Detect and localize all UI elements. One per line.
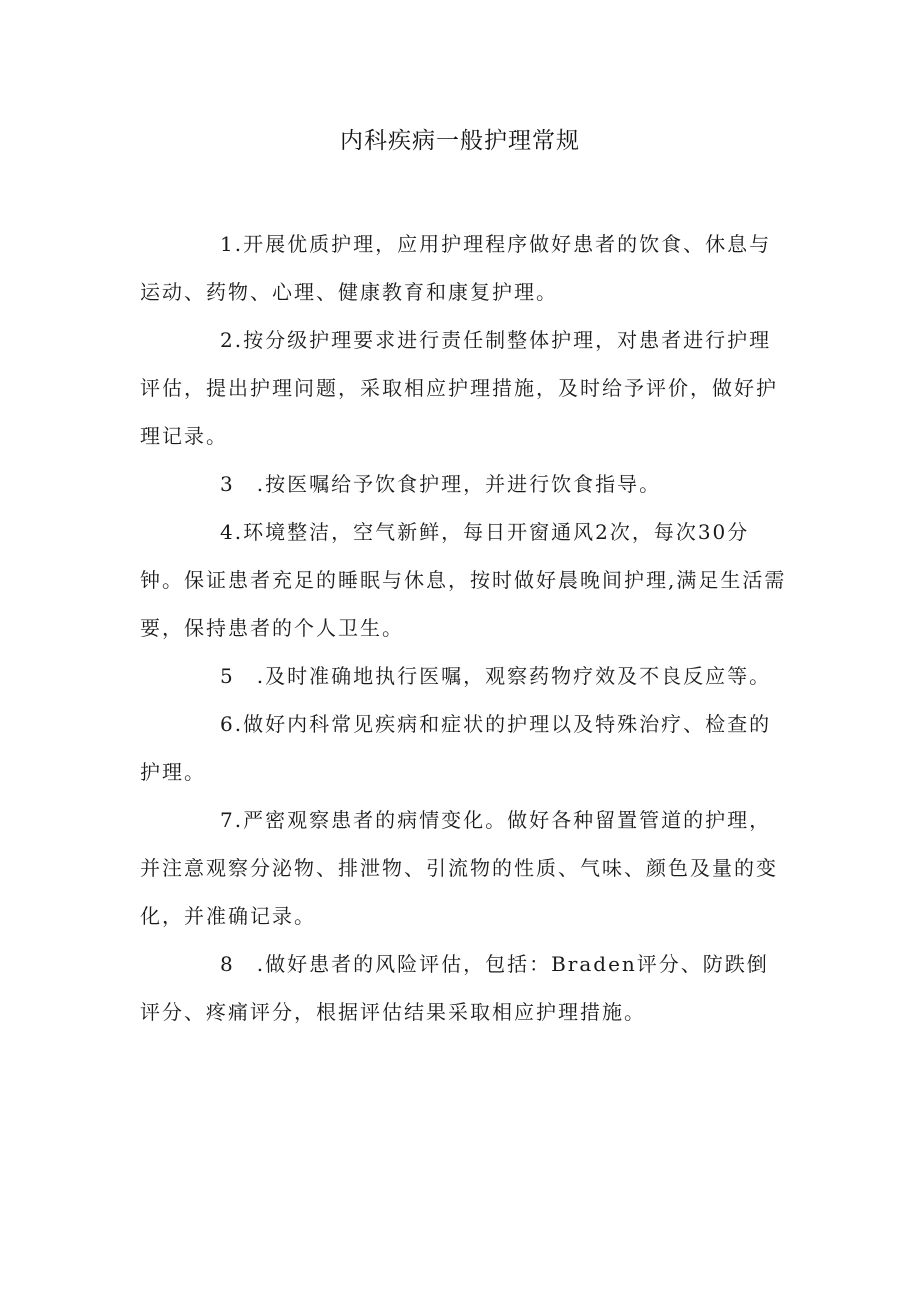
page-title: 内科疾病一般护理常规 <box>340 128 580 154</box>
list-item <box>140 460 790 508</box>
item-text: .开展优质护理，应用护理程序做好患者的饮食、休息与运动、药物、心理、健康教育和康复护理。 <box>140 232 772 304</box>
item-number: 6 <box>220 712 235 736</box>
nursing-rules-list <box>140 220 790 1036</box>
list-item <box>140 652 790 700</box>
list-item <box>140 796 790 940</box>
item-number: 7 <box>220 808 235 832</box>
list-item <box>140 940 790 1036</box>
item-text: .及时准确地执行医嘱，观察药物疗效及不良反应等。 <box>234 664 772 688</box>
item-text: .严密观察患者的病情变化。做好各种留置管道的护理，并注意观察分泌物、排泄物、引流物的性质、气味、颜色及量的变化，并准确记录。 <box>140 808 778 928</box>
item-text: .按医嘱给予饮食护理，并进行饮食指导。 <box>234 472 662 496</box>
list-item <box>140 316 790 460</box>
item-number: 5 <box>220 664 235 688</box>
item-text: .按分级护理要求进行责任制整体护理，对患者进行护理评估，提出护理问题，采取相应护理措施，及时给予评价，做好护理记录。 <box>140 328 778 448</box>
item-number: 2 <box>220 328 235 352</box>
item-text: .环境整洁，空气新鲜，每日开窗通风2次，每次30分钟。保证患者充足的睡眠与休息，按时做好晨晚间护理,满足生活需要，保持患者的个人卫生。 <box>140 520 787 640</box>
item-number: 8 <box>220 952 235 976</box>
list-item <box>140 700 790 796</box>
list-item <box>140 220 790 316</box>
item-text: .做好患者的风险评估，包括：Braden评分、防跌倒评分、疼痛评分，根据评估结果采取相应护理措施。 <box>140 952 769 1024</box>
item-number: 4 <box>220 520 235 544</box>
item-number: 1 <box>220 232 235 256</box>
list-item <box>140 508 790 652</box>
item-number: 3 <box>220 472 235 496</box>
item-text: .做好内科常见疾病和症状的护理以及特殊治疗、检查的护理。 <box>140 712 772 784</box>
